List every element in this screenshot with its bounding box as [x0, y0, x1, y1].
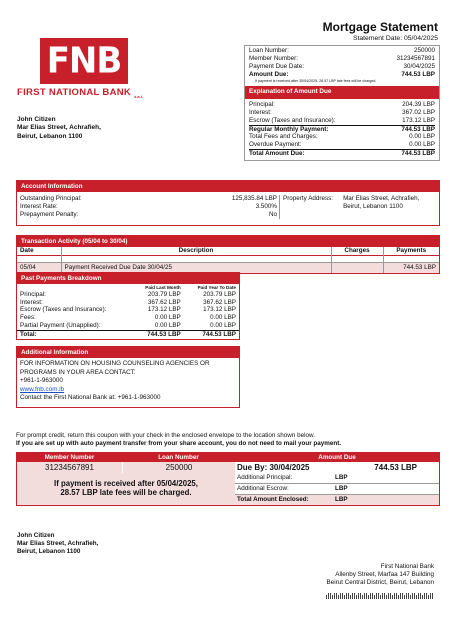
account-row — [20, 211, 277, 219]
col-ytd: Paid Year To Date — [197, 285, 236, 290]
barcode-bar — [330, 593, 331, 599]
barcode-bar — [400, 593, 401, 599]
barcode-bar — [342, 593, 343, 599]
explanation-value: 0.00 LBP — [409, 141, 435, 149]
additional-phone: +961-1-963000 — [20, 377, 63, 384]
late-fee-note: If payment is received after 30/04/2025, 28.57 LBP late fees will be charged. — [255, 79, 377, 84]
barcode-bar — [332, 595, 333, 599]
additional-information — [16, 346, 240, 408]
barcode-bar — [338, 595, 339, 599]
barcode-bar — [368, 595, 369, 599]
account-row — [20, 203, 277, 211]
past-last: 367.62 LBP — [147, 298, 181, 306]
explanation-label: Escrow (Taxes and Insurance): — [249, 116, 336, 124]
customer-name: John Citizen — [17, 116, 56, 123]
total-due-row — [249, 150, 435, 158]
postal-barcode — [326, 593, 434, 599]
website-link[interactable]: www.fnb.com.lb — [20, 385, 65, 393]
additional-title: Additional Information — [17, 347, 239, 358]
past-ytd: 0.00 LBP — [210, 322, 236, 330]
past-last: 0.00 LBP — [154, 314, 181, 322]
past-payments-title: Past Payments Breakdown — [17, 273, 239, 284]
total-enclosed-row — [235, 495, 439, 505]
summary-value: 30/04/2025 — [403, 62, 435, 70]
account-label: Interest Rate: — [20, 202, 58, 210]
transaction-header-row — [17, 247, 439, 255]
past-payments — [16, 272, 240, 340]
barcode-bar — [404, 595, 405, 599]
past-label: Escrow (Taxes and Insurance): — [20, 306, 107, 314]
bank-name-block — [17, 87, 143, 99]
total-due-value: 744.53 LBP — [401, 150, 435, 158]
bank-address — [327, 563, 434, 588]
barcode-bar — [350, 595, 351, 599]
col-description: Description — [61, 247, 331, 255]
coupon-late-fee — [17, 473, 235, 505]
bank-address-street: Allenby Street, Marfaa 147 Building — [335, 571, 434, 579]
col-last-month: Paid Last Month — [145, 285, 181, 290]
explanation-value: 173.12 LBP — [402, 116, 435, 124]
barcode-bar — [346, 593, 347, 599]
barcode-bar — [354, 593, 355, 599]
explanation-label: Total Fees and Charges: — [249, 133, 318, 141]
account-right — [280, 195, 419, 219]
past-label: Interest: — [20, 298, 43, 306]
total-due-label: Total Amount Due: — [249, 150, 305, 158]
member-header: Member Number — [44, 454, 95, 461]
account-value: 3.500% — [255, 202, 277, 210]
bank-suffix: s.a.l. — [134, 93, 143, 99]
cell-payments: 744.53 LBP — [403, 264, 436, 272]
explanation-row — [249, 117, 435, 126]
barcode-bar — [396, 593, 397, 599]
explanation-label: Principal: — [249, 100, 275, 108]
past-last: 0.00 LBP — [154, 322, 181, 330]
barcode-bar — [364, 593, 365, 599]
barcode-bar — [340, 593, 341, 599]
account-title: Account Information — [17, 181, 439, 192]
additional-body — [17, 358, 239, 405]
barcode-bar — [344, 595, 345, 599]
account-label: Outstanding Principal: — [20, 195, 82, 202]
explanation-row — [249, 109, 435, 117]
explanation-value: 367.02 LBP — [402, 108, 435, 116]
past-total-last: 744.53 LBP — [147, 331, 181, 339]
additional-line: FOR INFORMATION ON HOUSING COUNSELING AGENCIES OR — [20, 360, 210, 367]
amount-due-label: Amount Due: — [249, 70, 289, 78]
return-name: John Citizen — [17, 532, 55, 539]
additional-principal-row — [235, 473, 439, 484]
past-total-label: Total: — [20, 331, 37, 339]
cell-charges — [331, 262, 383, 273]
property-line: Mar Elias Street, Achrafieh, — [343, 195, 420, 202]
summary-box — [244, 45, 440, 161]
barcode-bar — [356, 595, 357, 599]
barcode-bar — [386, 595, 387, 599]
past-total-row — [17, 331, 239, 339]
table-row — [17, 314, 239, 322]
total-enclosed-input[interactable]: LBP — [335, 496, 348, 503]
explanation-label: Overdue Payment: — [249, 141, 302, 149]
additional-escrow-row — [235, 484, 439, 495]
barcode-bar — [388, 593, 389, 599]
barcode-bar — [328, 593, 329, 599]
table-row — [17, 322, 239, 330]
barcode-bar — [412, 593, 413, 599]
barcode-bar — [370, 593, 371, 599]
amount-header: Amount Due — [318, 454, 356, 461]
barcode-bar — [326, 595, 327, 599]
summary-value: 31234567891 — [396, 54, 435, 62]
barcode-bar — [360, 593, 361, 599]
barcode-bar — [358, 593, 359, 599]
summary-row — [249, 47, 435, 55]
past-payments-table — [17, 285, 239, 339]
barcode-bar — [380, 595, 381, 599]
barcode-bar — [384, 593, 385, 599]
return-address — [17, 532, 98, 557]
bank-address-name: First National Bank — [380, 563, 434, 570]
autopay-note: If you are set up with auto payment transfer from your share account, you do not need to mail your payment. — [16, 439, 342, 447]
due-by: Due By: 30/04/2025 — [237, 463, 310, 472]
barcode-bar — [394, 593, 395, 599]
explanation-value: 0.00 LBP — [409, 133, 435, 141]
coupon-instruction: For prompt credit, return this coupon with your check in the enclosed envelope to the location shown below. — [16, 432, 315, 439]
amount-due-value: 744.53 LBP — [401, 70, 435, 78]
additional-escrow-input[interactable]: LBP — [335, 485, 348, 492]
summary-label: Loan Number: — [249, 47, 289, 54]
statement-header — [323, 20, 438, 43]
logo-text: FNB — [46, 39, 122, 82]
summary-value: 250000 — [413, 47, 435, 54]
coupon-instructions — [16, 432, 440, 448]
account-row — [20, 195, 277, 203]
transaction-title: Transaction Activity (05/04 to 30/04) — [17, 236, 439, 247]
additional-line: PROGRAMS IN YOUR AREA CONTACT: — [20, 368, 136, 376]
past-last: 203.79 LBP — [147, 290, 181, 298]
cell-date: 05/04 — [17, 262, 61, 273]
customer-address — [17, 116, 101, 141]
bank-logo — [40, 38, 128, 84]
barcode-bar — [378, 593, 379, 599]
regular-payment-label: Regular Monthly Payment: — [249, 125, 329, 133]
property-label: Property Address: — [283, 195, 334, 202]
table-row — [17, 299, 239, 307]
summary-row — [249, 55, 435, 63]
regular-payment-value: 744.53 LBP — [401, 125, 435, 133]
summary-rows — [245, 46, 439, 86]
barcode-bar — [362, 595, 363, 599]
additional-contact: Contact the First National Bank at: +961-1-963000 — [20, 394, 161, 401]
barcode-bar — [374, 595, 375, 599]
barcode-bar — [382, 593, 383, 599]
logo-mark — [40, 38, 128, 84]
summary-label: Member Number: — [249, 54, 298, 62]
past-label: Partial Payment (Unapplied): — [20, 322, 101, 330]
barcode-bar — [416, 595, 417, 599]
past-ytd: 367.62 LBP — [203, 298, 236, 306]
coupon-values — [17, 462, 439, 473]
barcode-bar — [334, 593, 335, 599]
late-line: 28.57 LBP late fees will be charged. — [60, 488, 192, 498]
amount-due-row — [249, 71, 435, 79]
col-charges: Charges — [331, 247, 383, 255]
regular-payment-row — [249, 126, 435, 134]
barcode-bar — [390, 593, 391, 599]
barcode-bar — [422, 595, 423, 599]
due-amount: 744.53 LBP — [374, 463, 417, 472]
additional-principal-input[interactable]: LBP — [335, 474, 348, 481]
explanation-rows — [245, 98, 439, 160]
barcode-bar — [348, 593, 349, 599]
account-body — [17, 192, 439, 219]
barcode-bar — [366, 593, 367, 599]
barcode-bar — [428, 595, 429, 599]
barcode-bar — [420, 593, 421, 599]
barcode-bar — [430, 593, 431, 599]
barcode-bar — [406, 593, 407, 599]
property-line: Beirut, Lebanon 1100 — [343, 202, 403, 210]
bank-name: FIRST NATIONAL BANK — [17, 87, 132, 98]
barcode-bar — [410, 595, 411, 599]
total-enclosed-label: Total Amount Enclosed: — [237, 496, 309, 503]
table-row — [17, 291, 239, 299]
transaction-table — [17, 247, 439, 273]
additional-escrow-label: Additional Escrow: — [237, 485, 289, 492]
cell-description: Payment Received Due Date 30/04/25 — [61, 262, 331, 273]
barcode-bar — [336, 593, 337, 599]
coupon-extra — [235, 473, 439, 505]
summary-label: Payment Due Date: — [249, 62, 304, 70]
late-line: If payment is received after 05/04/2025, — [54, 479, 198, 488]
barcode-bar — [402, 593, 403, 599]
barcode-bar — [426, 593, 427, 599]
past-label: Fees: — [20, 314, 36, 322]
customer-street: Mar Elias Street, Achrafieh, — [17, 124, 101, 132]
barcode-bar — [418, 593, 419, 599]
barcode-bar — [398, 595, 399, 599]
page-title: Mortgage Statement — [322, 20, 438, 34]
customer-city: Beirut, Lebanon 1100 — [17, 132, 83, 140]
explanation-row — [249, 141, 435, 150]
barcode-bar — [376, 593, 377, 599]
loan-value: 250000 — [122, 462, 235, 473]
barcode-bar — [372, 593, 373, 599]
loan-header: Loan Number — [158, 454, 199, 461]
due-block — [235, 462, 439, 473]
statement-date: Statement Date: 05/04/2025 — [352, 35, 438, 42]
explanation-row — [249, 101, 435, 109]
barcode-bar — [424, 593, 425, 599]
barcode-bar — [408, 593, 409, 599]
bank-address-city: Beirut Central District, Beirut, Lebanon — [326, 579, 434, 587]
property-address — [343, 195, 419, 219]
explanation-value: 204.39 LBP — [402, 100, 435, 108]
coupon-header — [17, 453, 439, 462]
barcode-bar — [352, 593, 353, 599]
transaction-activity — [16, 235, 440, 274]
coupon-bottom — [17, 473, 439, 505]
col-payments: Payments — [396, 247, 427, 254]
payment-coupon — [16, 452, 440, 506]
barcode-bar — [392, 595, 393, 599]
past-total-ytd: 744.53 LBP — [202, 331, 236, 339]
return-city: Beirut, Lebanon 1100 — [17, 548, 81, 556]
explanation-row — [249, 133, 435, 141]
barcode-bar — [414, 593, 415, 599]
account-label: Prepayment Penalty: — [20, 210, 79, 218]
account-value: 125,835.84 LBP — [231, 195, 277, 202]
past-ytd: 0.00 LBP — [210, 314, 236, 322]
summary-row — [249, 63, 435, 71]
explanation-label: Interest: — [249, 108, 272, 116]
member-value: 31234567891 — [17, 462, 122, 473]
additional-principal-label: Additional Principal: — [237, 474, 293, 481]
spacer-row — [17, 255, 439, 262]
barcode-bar — [432, 593, 433, 599]
past-ytd: 173.12 LBP — [203, 306, 236, 314]
account-value: No — [268, 210, 277, 218]
account-left — [20, 195, 280, 219]
past-ytd: 203.79 LBP — [203, 290, 236, 298]
explanation-title: Explanation of Amount Due — [245, 86, 439, 98]
col-date: Date — [17, 247, 61, 255]
past-label: Principal: — [20, 290, 46, 298]
past-last: 173.12 LBP — [147, 306, 181, 314]
account-information — [16, 180, 440, 226]
return-street: Mar Elias Street, Achrafieh, — [17, 540, 99, 548]
table-row — [17, 306, 239, 314]
